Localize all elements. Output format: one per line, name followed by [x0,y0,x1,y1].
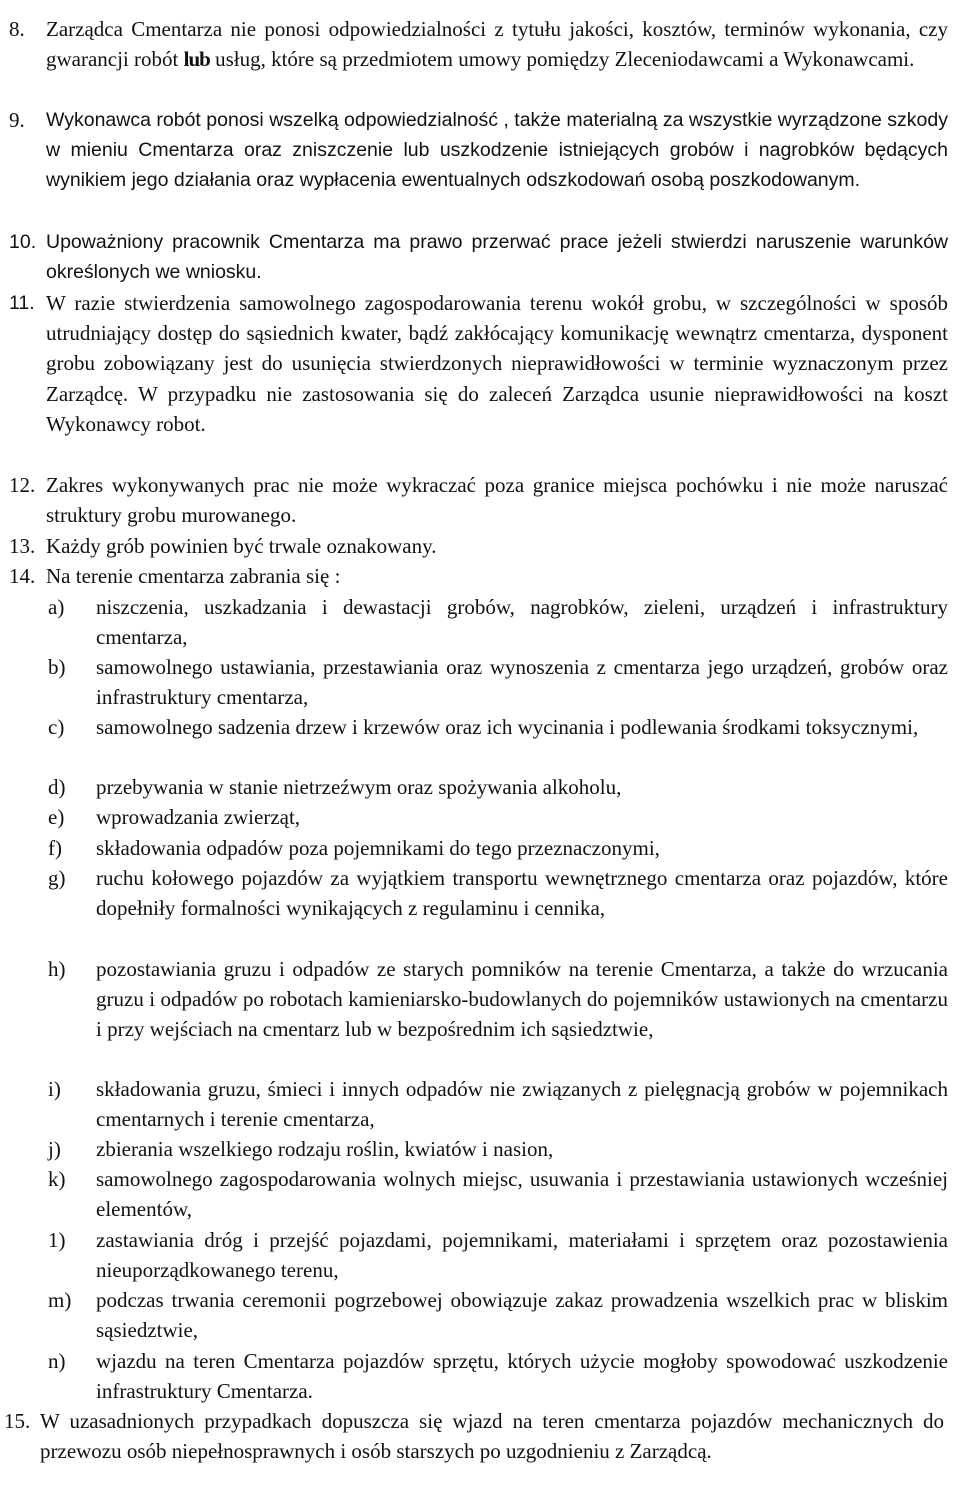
item-number: 13. [9,534,36,558]
item-text: Na terenie cmentarza zabrania się : [46,564,341,588]
item-number: 11. [9,292,35,314]
subitem-letter: n) [48,1349,66,1373]
subitem-letter: d) [48,775,66,799]
subitem-text: podczas trwania ceremonii pogrzebowej obowiązuje zakaz prowadzenia wszelkich prac w bliskim sąsiedztwie, [96,1288,948,1343]
item-number: 15. [4,1409,31,1433]
item-text: Każdy grób powinien być trwale oznakowany. [46,534,437,558]
subitem-letter: j) [48,1137,61,1161]
item-text: Zakres wykonywanych prac nie może wykraczać poza granice miejsca pochówku i nie może naruszać struktury grobu murowanego. [46,473,948,528]
item-text: Wykonawca robót ponosi wszelką odpowiedzialność , także materialną za wszystkie wyrządzone szkody w mieniu Cmentarza oraz zniszczenie lub uszkodzenie istniejących grobów i nagrobków będących wynikiem jego działania oraz wypłacenia ewentualnych odszkodowań osobą poszkodowanym. [46,109,948,192]
item-number: 10. [9,231,37,253]
item-text: W razie stwierdzenia samowolnego zagospodarowania terenu wokół grobu, w szczególności w sposób utrudniający dostęp do sąsiednich kwater, bądź zakłócający komunikację wewnątrz cmentarza, dysponent grobu zobowiązany jest do usunięcia stwierdzonych nieprawidłowości w terminie wyznaczonym przez Zarządcę. W przypadku nie zastosowania się do zaleceń Zarządca usunie nieprawidłowości na koszt Wykonawcy robot. [46,291,948,436]
subitem-letter: h) [48,957,66,981]
item-text: W uzasadnionych przypadkach dopuszcza się wjazd na teren cmentarza pojazdów mechanicznych do przewozu osób niepełnosprawnych i osób starszych po uzgodnieniu z Zarządcą. [40,1409,944,1464]
subitem-text: samowolnego sadzenia drzew i krzewów oraz ich wycinania i podlewania środkami toksycznymi, [96,715,919,739]
bold-word: lub [183,47,210,72]
item-number: 14. [9,564,36,588]
subitem-letter: f) [48,836,62,860]
subitem-text: zbierania wszelkiego rodzaju roślin, kwiatów i nasion, [96,1137,554,1161]
subitem-letter: g) [48,866,66,890]
subitem-text: niszczenia, uszkadzania i dewastacji grobów, nagrobków, zieleni, urządzeń i infrastruktury cmentarza, [96,595,948,650]
subitem-text: samowolnego zagospodarowania wolnych miejsc, usuwania i przestawiania ustawionych wcześniej elementów, [96,1167,948,1222]
subitem-letter: b) [48,655,66,679]
subitem-letter: a) [48,595,65,619]
subitem-text: składowania gruzu, śmieci i innych odpadów nie związanych z pielęgnacją grobów w pojemnikach cmentarnych i terenie cmentarza, [96,1077,948,1132]
item-number: 8. [9,17,25,41]
subitem-text: wjazdu na teren Cmentarza pojazdów sprzętu, których użycie mogłoby spowodować uszkodzenie infrastruktury Cmentarza. [96,1349,948,1404]
subitem-letter: m) [48,1288,72,1312]
item-text: Upoważniony pracownik Cmentarza ma prawo przerwać prace jeżeli stwierdzi naruszenie warunków określonych we wniosku. [46,231,948,284]
subitem-text: ruchu kołowego pojazdów za wyjątkiem transportu wewnętrznego cmentarza oraz pojazdów, które dopełniły formalności wynikających z regulaminu i cennika, [96,866,948,921]
subitem-letter: 1) [48,1228,66,1252]
item-number: 12. [9,473,36,497]
subitem-letter: e) [48,805,65,829]
subitem-text: składowania odpadów poza pojemnikami do tego przeznaczonymi, [96,836,660,860]
subitem-letter: c) [48,715,65,739]
subitem-text: pozostawiania gruzu i odpadów ze starych pomników na terenie Cmentarza, a także do wrzucania gruzu i odpadów po robotach kamieniarsko-budowlanych do pojemników ustawionych na cmentarzu i przy wejściach na cmentarz lub w bezpośrednim ich sąsiedztwie, [96,957,948,1042]
subitem-letter: i) [48,1077,61,1101]
subitem-text: przebywania w stanie nietrzeźwym oraz spożywania alkoholu, [96,775,622,799]
subitem-text: zastawiania dróg i przejść pojazdami, pojemnikami, materiałami i sprzętem oraz pozostawienia nieuporządkowanego terenu, [96,1228,948,1283]
item-number: 9. [9,108,25,132]
item-text: Zarządca Cmentarza nie ponosi odpowiedzialności z tytułu jakości, kosztów, terminów wykonania, czy gwarancji robót lub usług, które są przedmiotem umowy pomiędzy Zleceniodawcami a Wykonawcami. [46,17,948,72]
subitem-text: wprowadzania zwierząt, [96,805,301,829]
subitem-text: samowolnego ustawiania, przestawiania oraz wynoszenia z cmentarza jego urządzeń, grobów oraz infrastruktury cmentarza, [96,655,948,710]
subitem-letter: k) [48,1167,66,1191]
